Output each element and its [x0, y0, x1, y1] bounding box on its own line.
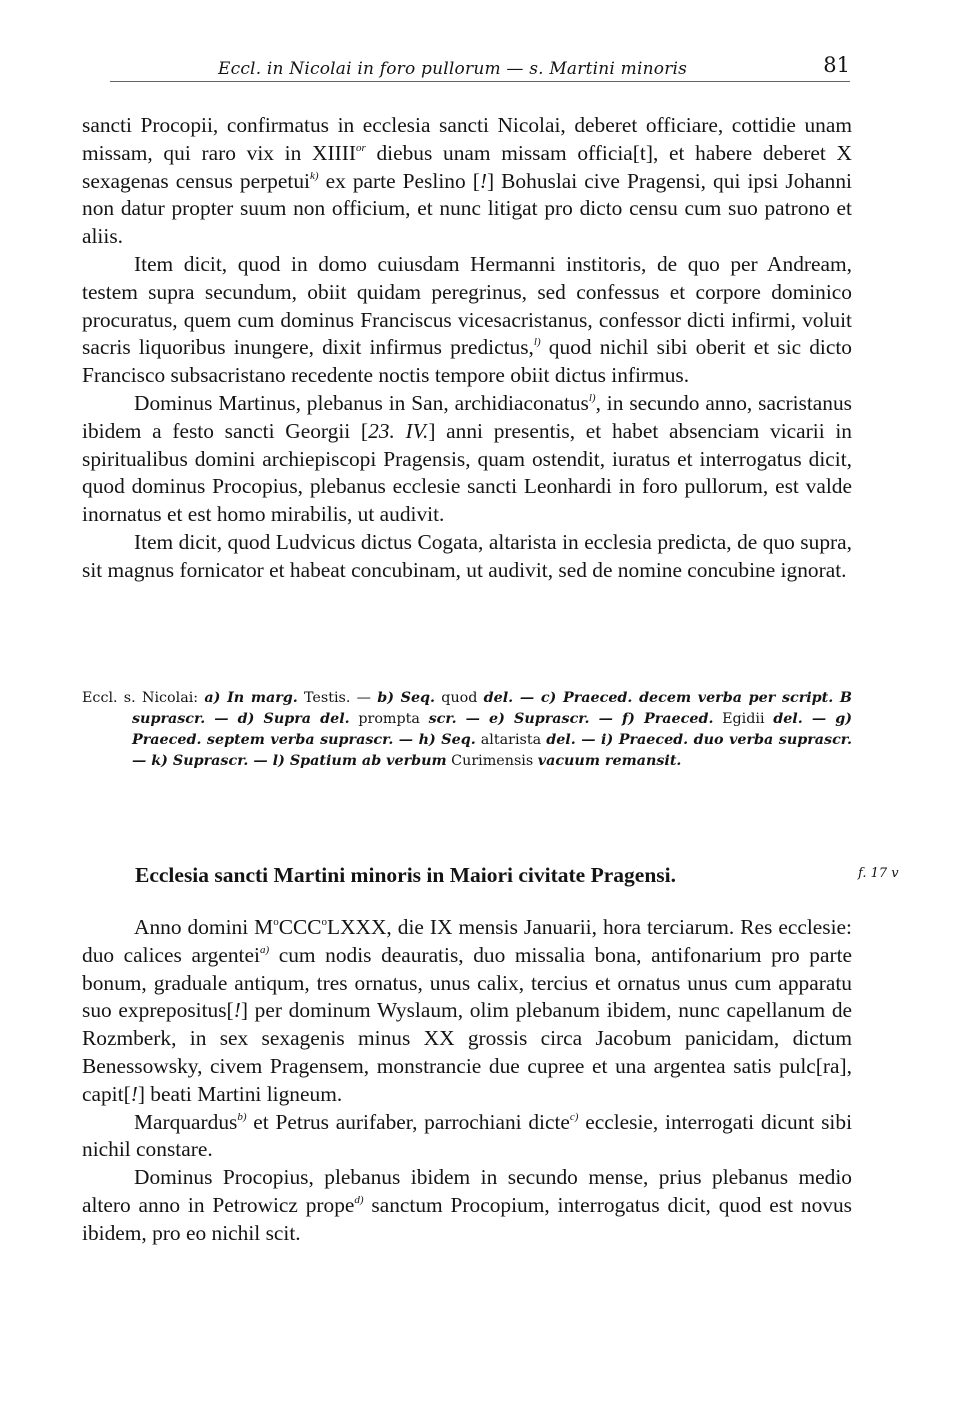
text-span: Dominus Martinus, plebanus in San, archidiaconatus — [134, 390, 589, 415]
page-number: 81 — [823, 53, 850, 77]
header-rule — [110, 81, 850, 82]
text-span: ] per dominum Wyslaum, olim plebanum ibidem, nunc capellanum de Rozmberk, in sex sexagenis minus XX grossis circa Jacobum panicidam, dictum Benessowsky, civem Pragensem, monstrancie due cupree et una argentea satis pulc[ra], capit[ — [82, 998, 853, 1106]
text-span: Anno domini M — [134, 915, 274, 939]
text-span: Item dicit, quod in domo cuiusdam Hermanni institoris, de quo per Andream, testem supra secundum, obiit quidam peregrinus, sed confessus et corpore dominico procuratus, quem cum dominus Franciscus vicesacristanus, confessor dicti infirmi, voluit sacris liquoribus inungere, dixit infirmus predictus, — [82, 251, 852, 360]
editorial-mark: ! — [233, 998, 241, 1023]
footnote-l: — l) Spatium ab verbum — [248, 753, 447, 769]
paragraph-hermann — [82, 251, 852, 390]
text-span: LXXX, die IX mensis Januarii, hora terciarum. Res ecclesie: duo calices argentei — [82, 915, 852, 967]
text-span: cum nodis deauratis, duo missalia bona, antifonarium pro parte bonum, graduale antiqum, tres ornatus, unus calix, tercius et ornatus unus cum apparatu suo exprepositus[ — [82, 942, 853, 1023]
text-span: sanctum Procopium, interrogatus dicit, quod est novus ibidem, pro eo nichil scit. — [82, 1192, 852, 1245]
footnote-f: — f) Praeced. — [589, 711, 714, 727]
paragraph-inventory — [82, 914, 852, 1109]
paragraph-procopius-continuation — [82, 112, 852, 251]
folio-note: f. 17 v — [858, 866, 899, 881]
footnote-marker: b) — [237, 1110, 247, 1123]
footnote-marker: a) — [259, 943, 270, 956]
text-span: quod — [435, 690, 484, 706]
text-span: Dominus Procopius, plebanus ibidem in secundo mense, prius plebanus medio altero anno in Petrowicz prope — [82, 1165, 852, 1217]
text-span: ] anni presentis, et habet absenciam vicarii in spiritualibus domini archiepiscopi Pragensis, quam ostendit, iuratus et interrogatus dicit, quod dominus Procopius, plebanus ecclesie sancti Leonhardi in foro pullorum, est valde inornatus et est homo mirabilis, ut audivit. — [82, 418, 852, 527]
footnote-marker: l) — [533, 336, 541, 349]
text-span: ] beati Martini ligneum. — [137, 1081, 343, 1106]
footnote-b: b) Seq. — [377, 690, 436, 706]
text-span: Testis. — — [297, 690, 378, 706]
text-span: vacuum remansit. — [537, 753, 682, 769]
footnote-marker: c) — [569, 1110, 579, 1123]
text-span: quod nichil sibi oberit et sic dicto Francisco subsacristano recedente noctis tempore obiit dictus infirmus. — [82, 335, 852, 388]
footnote-h: — h) Seq. — [393, 732, 476, 748]
main-text-block — [82, 112, 852, 585]
text-span: ex parte Peslino [ — [318, 168, 480, 193]
editorial-date: 23. IV. — [368, 418, 429, 443]
footnote-apparatus — [82, 688, 852, 772]
text-span: et Petrus aurifaber, parrochiani dicte — [246, 1109, 570, 1134]
text-span: scr. — [428, 711, 457, 727]
footnote-g: — g) Praeced. septem verba suprascr. — [132, 711, 852, 748]
section-text-block — [82, 914, 852, 1248]
text-span: CCC — [278, 915, 322, 939]
text-span: prompta — [349, 711, 429, 727]
footnote-d: — d) Supra del. — [205, 711, 350, 727]
paragraph-martinus — [82, 390, 852, 529]
text-span: Curimensis — [446, 753, 538, 769]
footnote-lead: Eccl. s. Nicolai: — [82, 690, 205, 706]
text-span: ecclesie, interrogati dicunt sibi nichil constare. — [82, 1109, 853, 1162]
text-span: diebus unam missam officia[t], et habere deberet X sexagenas census perpetui — [82, 140, 852, 193]
paragraph-procopius — [82, 1164, 852, 1247]
footnote-e: — e) Suprascr. — [456, 711, 590, 727]
footnote-i: — i) Praeced. duo verba suprascr. — [575, 732, 852, 748]
section-heading: Ecclesia sancti Martini minoris in Maiori civitate Pragensi. — [135, 863, 676, 887]
text-span: del. — [546, 732, 576, 748]
editorial-mark: ! — [479, 168, 487, 193]
text-span: del. — [483, 690, 514, 706]
text-span: altarista — [475, 732, 547, 748]
superscript: o — [321, 916, 327, 928]
text-span: , in secundo anno, sacristanus ibidem a festo sancti Georgii [ — [82, 390, 852, 443]
running-header — [110, 53, 850, 83]
text-span: Egidii — [713, 711, 774, 727]
footnotes-block — [82, 688, 852, 772]
running-title: Eccl. in Nicolai in foro pullorum — s. Martini minoris — [218, 59, 688, 79]
paragraph-ludvicus: Item dicit, quod Ludvicus dictus Cogata, altarista in ecclesia predicta, de quo supra, sit magnus fornicator et habeat concubinam, ut audivit, sed de nomine concubine ignorat. — [82, 529, 852, 582]
superscript: or — [355, 141, 366, 154]
footnote-marker: d) — [354, 1193, 364, 1206]
footnote-marker: k) — [309, 169, 319, 182]
text-span: sancti Procopii, confirmatus in ecclesia sancti Nicolai, deberet officiare, cottidie unam missam, qui raro vix in XIIII — [82, 113, 852, 165]
paragraph-marquardus — [82, 1109, 852, 1165]
text-span: ] Bohuslai cive Pragensi, qui ipsi Johanni non datur propter suum non officium, et nunc litigat pro dicto censu cum suo patrono et aliis. — [82, 168, 852, 249]
footnote-marker: l) — [588, 391, 596, 404]
footnote-c: — c) Praeced. decem verba per script. B suprascr. — [132, 690, 852, 727]
text-span: Marquardus — [134, 1109, 238, 1134]
footnote-k: — k) Suprascr. — [132, 753, 249, 769]
superscript: o — [273, 916, 279, 928]
footnote-a: a) In marg. — [204, 690, 298, 706]
editorial-mark: ! — [130, 1081, 138, 1106]
text-span: del. — [773, 711, 803, 727]
